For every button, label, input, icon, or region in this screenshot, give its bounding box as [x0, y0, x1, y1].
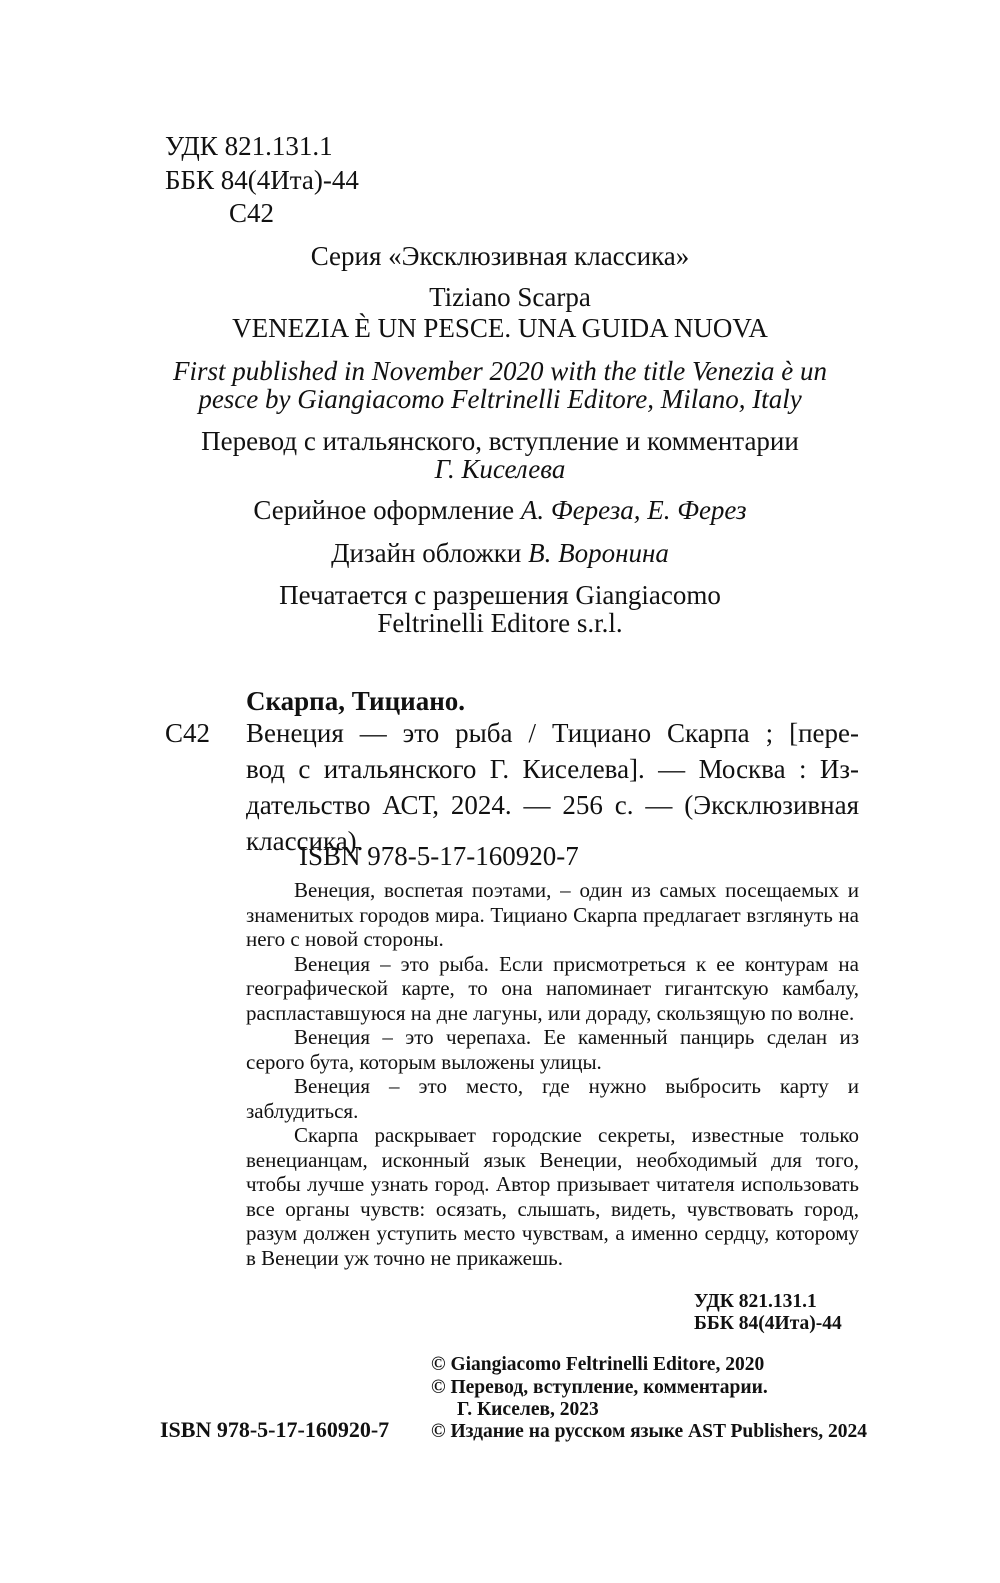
catalog-mark: С42	[165, 718, 211, 748]
translator-name: Г. Киселева	[434, 454, 566, 484]
first-published-line2: pesce by Giangiacomo Feltrinelli Editore, Milano, Italy	[198, 384, 802, 414]
catalog-line: дательство АСТ, 2024. — 256 с. — (Эксклюзивная	[246, 790, 859, 820]
annotation-paragraph: Венеция – это черепаха. Ее каменный панцирь сделан из серого бута, которым выложены улицы.	[246, 1025, 859, 1074]
catalog-heading: Скарпа, Тициано.	[246, 686, 466, 716]
catalog-line: Венеция — это рыба / Тициано Скарпа ; [пере-	[246, 718, 859, 748]
udk-code: УДК 821.131.1	[165, 131, 333, 161]
translation-credit: Перевод с итальянского, вступление и комментарии	[201, 426, 799, 456]
series-design-label: Серийное оформление	[253, 495, 521, 525]
first-published-line1: First published in November 2020 with the title Venezia è un	[173, 356, 827, 386]
catalog-line: вод с итальянского Г. Киселева]. — Москва : Из-	[246, 754, 859, 784]
series-design-names: А. Фереза, Е. Ферез	[520, 495, 747, 525]
copyright-line: © Издание на русском языке AST Publishers, 2024	[431, 1421, 867, 1442]
annotation-paragraph: Скарпа раскрывает городские секреты, известные только венецианцам, исконный язык Венеции, необходимый для того, чтобы лучше узнать город. Автор призывает читателя использовать все органы чувств: осязать, слышать, видеть, чувствовать город, разум должен уступить место чувствам, а именно сердцу, которому в Венеции уж точно не прикажешь.	[246, 1123, 859, 1270]
series-line: Серия «Эксклюзивная классика»	[310, 241, 690, 271]
catalog-line: классика).	[246, 826, 364, 856]
annotation-paragraph: Венеция – это место, где нужно выбросить карту и заблудиться.	[246, 1074, 859, 1123]
annotation-paragraph: Венеция – это рыба. Если присмотреться к ее контурам на географической карте, то она напоминает гигантскую камбалу, распластавшуюся на дне лагуны, или дораду, скользящую по волне.	[246, 951, 859, 1025]
author-mark: С42	[229, 198, 275, 228]
cover-design-credit	[0, 535, 1000, 571]
copyright-line: © Giangiacomo Feltrinelli Editore, 2020	[431, 1354, 765, 1375]
footer-isbn: ISBN 978-5-17-160920-7	[160, 1417, 390, 1442]
permission-line1: Печатается с разрешения Giangiacomo	[279, 580, 721, 610]
catalog-isbn: ISBN 978-5-17-160920-7	[299, 841, 579, 871]
annotation	[246, 878, 859, 1270]
annotation-paragraph: Венеция, воспетая поэтами, – один из самых посещаемых и знаменитых городов мира. Тициано Скарпа предлагает взглянуть на него с новой стороны.	[246, 878, 859, 951]
original-author: Tiziano Scarpa	[429, 282, 591, 312]
footer-udk: УДК 821.131.1	[694, 1291, 817, 1312]
footer-bbk: ББК 84(4Ита)-44	[694, 1313, 842, 1334]
permission-line2: Feltrinelli Editore s.r.l.	[377, 608, 623, 638]
copyright-line: Г. Киселев, 2023	[457, 1399, 599, 1420]
original-title: VENEZIA È UN PESCE. UNA GUIDA NUOVA	[232, 313, 768, 343]
cover-design-label: Дизайн обложки	[331, 538, 529, 568]
bbk-code: ББК 84(4Ита)-44	[165, 165, 359, 195]
series-design-credit	[0, 492, 1000, 528]
copyright-line: © Перевод, вступление, комментарии.	[431, 1377, 768, 1398]
cover-design-name: В. Воронина	[528, 538, 669, 568]
